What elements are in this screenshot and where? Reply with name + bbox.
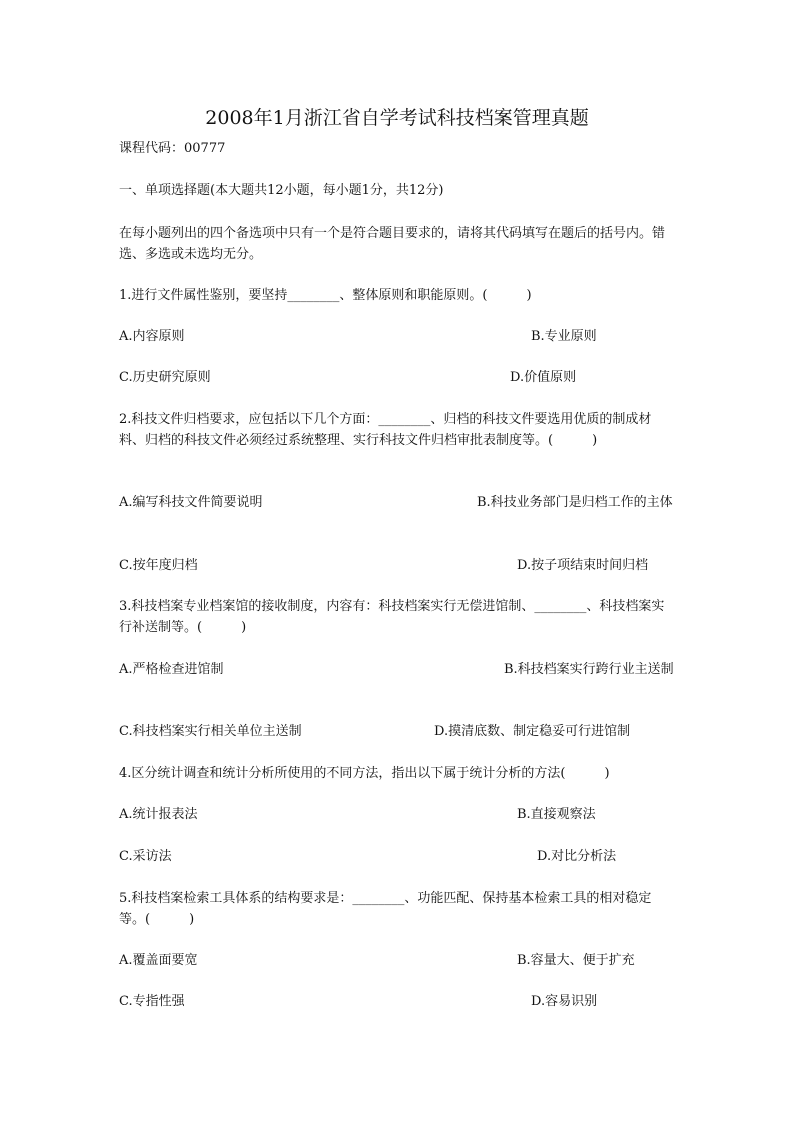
question-5-option-a: A.覆盖面要宽 — [119, 953, 198, 968]
question-2-option-c: C.按年度归档 — [119, 558, 198, 573]
question-2-option-a: A.编写科技文件简要说明 — [119, 495, 263, 510]
question-5-stem: 5.科技档案检索工具体系的结构要求是：________、功能匹配、保持基本检索工具的相对稳定等。( ) — [119, 891, 652, 927]
question-3-option-c: C.科技档案实行相关单位主送制 — [119, 724, 302, 739]
question-5-option-d: D.容易识别 — [531, 994, 598, 1009]
question-2-stem: 2.科技文件归档要求，应包括以下几个方面：________、归档的科技文件要选用优质的制成材料、归档的科技文件必须经过系统整理、实行科技文件归档审批表制度等。( ) — [119, 412, 652, 448]
question-5-option-b: B.容量大、便于扩充 — [517, 953, 635, 968]
question-3-stem: 3.科技档案专业档案馆的接收制度，内容有：科技档案实行无偿进馆制、________、科技档案实行补送制等。( ) — [119, 599, 665, 635]
question-4-stem: 4.区分统计调查和统计分析所使用的不同方法，指出以下属于统计分析的方法( ) — [119, 766, 610, 781]
course-code: 课程代码：00777 — [119, 141, 226, 156]
question-1-option-a: A.内容原则 — [119, 329, 185, 344]
question-3-option-b: B.科技档案实行跨行业主送制 — [504, 662, 674, 677]
instructions: 在每小题列出的四个备选项中只有一个是符合题目要求的，请将其代码填写在题后的括号内。错选、多选或未选均无分。 — [119, 226, 666, 262]
question-1-option-b: B.专业原则 — [531, 329, 597, 344]
question-4-option-b: B.直接观察法 — [517, 807, 596, 822]
question-4-option-c: C.采访法 — [119, 849, 172, 864]
page-title: 2008年1月浙江省自学考试科技档案管理真题 — [205, 107, 589, 129]
question-1-option-c: C.历史研究原则 — [119, 370, 211, 385]
question-1-stem: 1.进行文件属性鉴别，要坚持________、整体原则和职能原则。( ) — [119, 288, 532, 303]
question-2-option-d: D.按子项结束时间归档 — [517, 558, 649, 573]
question-1-option-d: D.价值原则 — [510, 370, 577, 385]
question-2-option-b: B.科技业务部门是归档工作的主体 — [477, 495, 673, 510]
question-3-option-d: D.摸清底数、制定稳妥可行进馆制 — [434, 724, 631, 739]
question-4-option-a: A.统计报表法 — [119, 807, 198, 822]
section-heading: 一、单项选择题(本大题共12小题，每小题1分，共12分) — [119, 183, 444, 198]
question-4-option-d: D.对比分析法 — [537, 849, 617, 864]
question-3-option-a: A.严格检查进馆制 — [119, 662, 224, 677]
question-5-option-c: C.专指性强 — [119, 994, 185, 1009]
